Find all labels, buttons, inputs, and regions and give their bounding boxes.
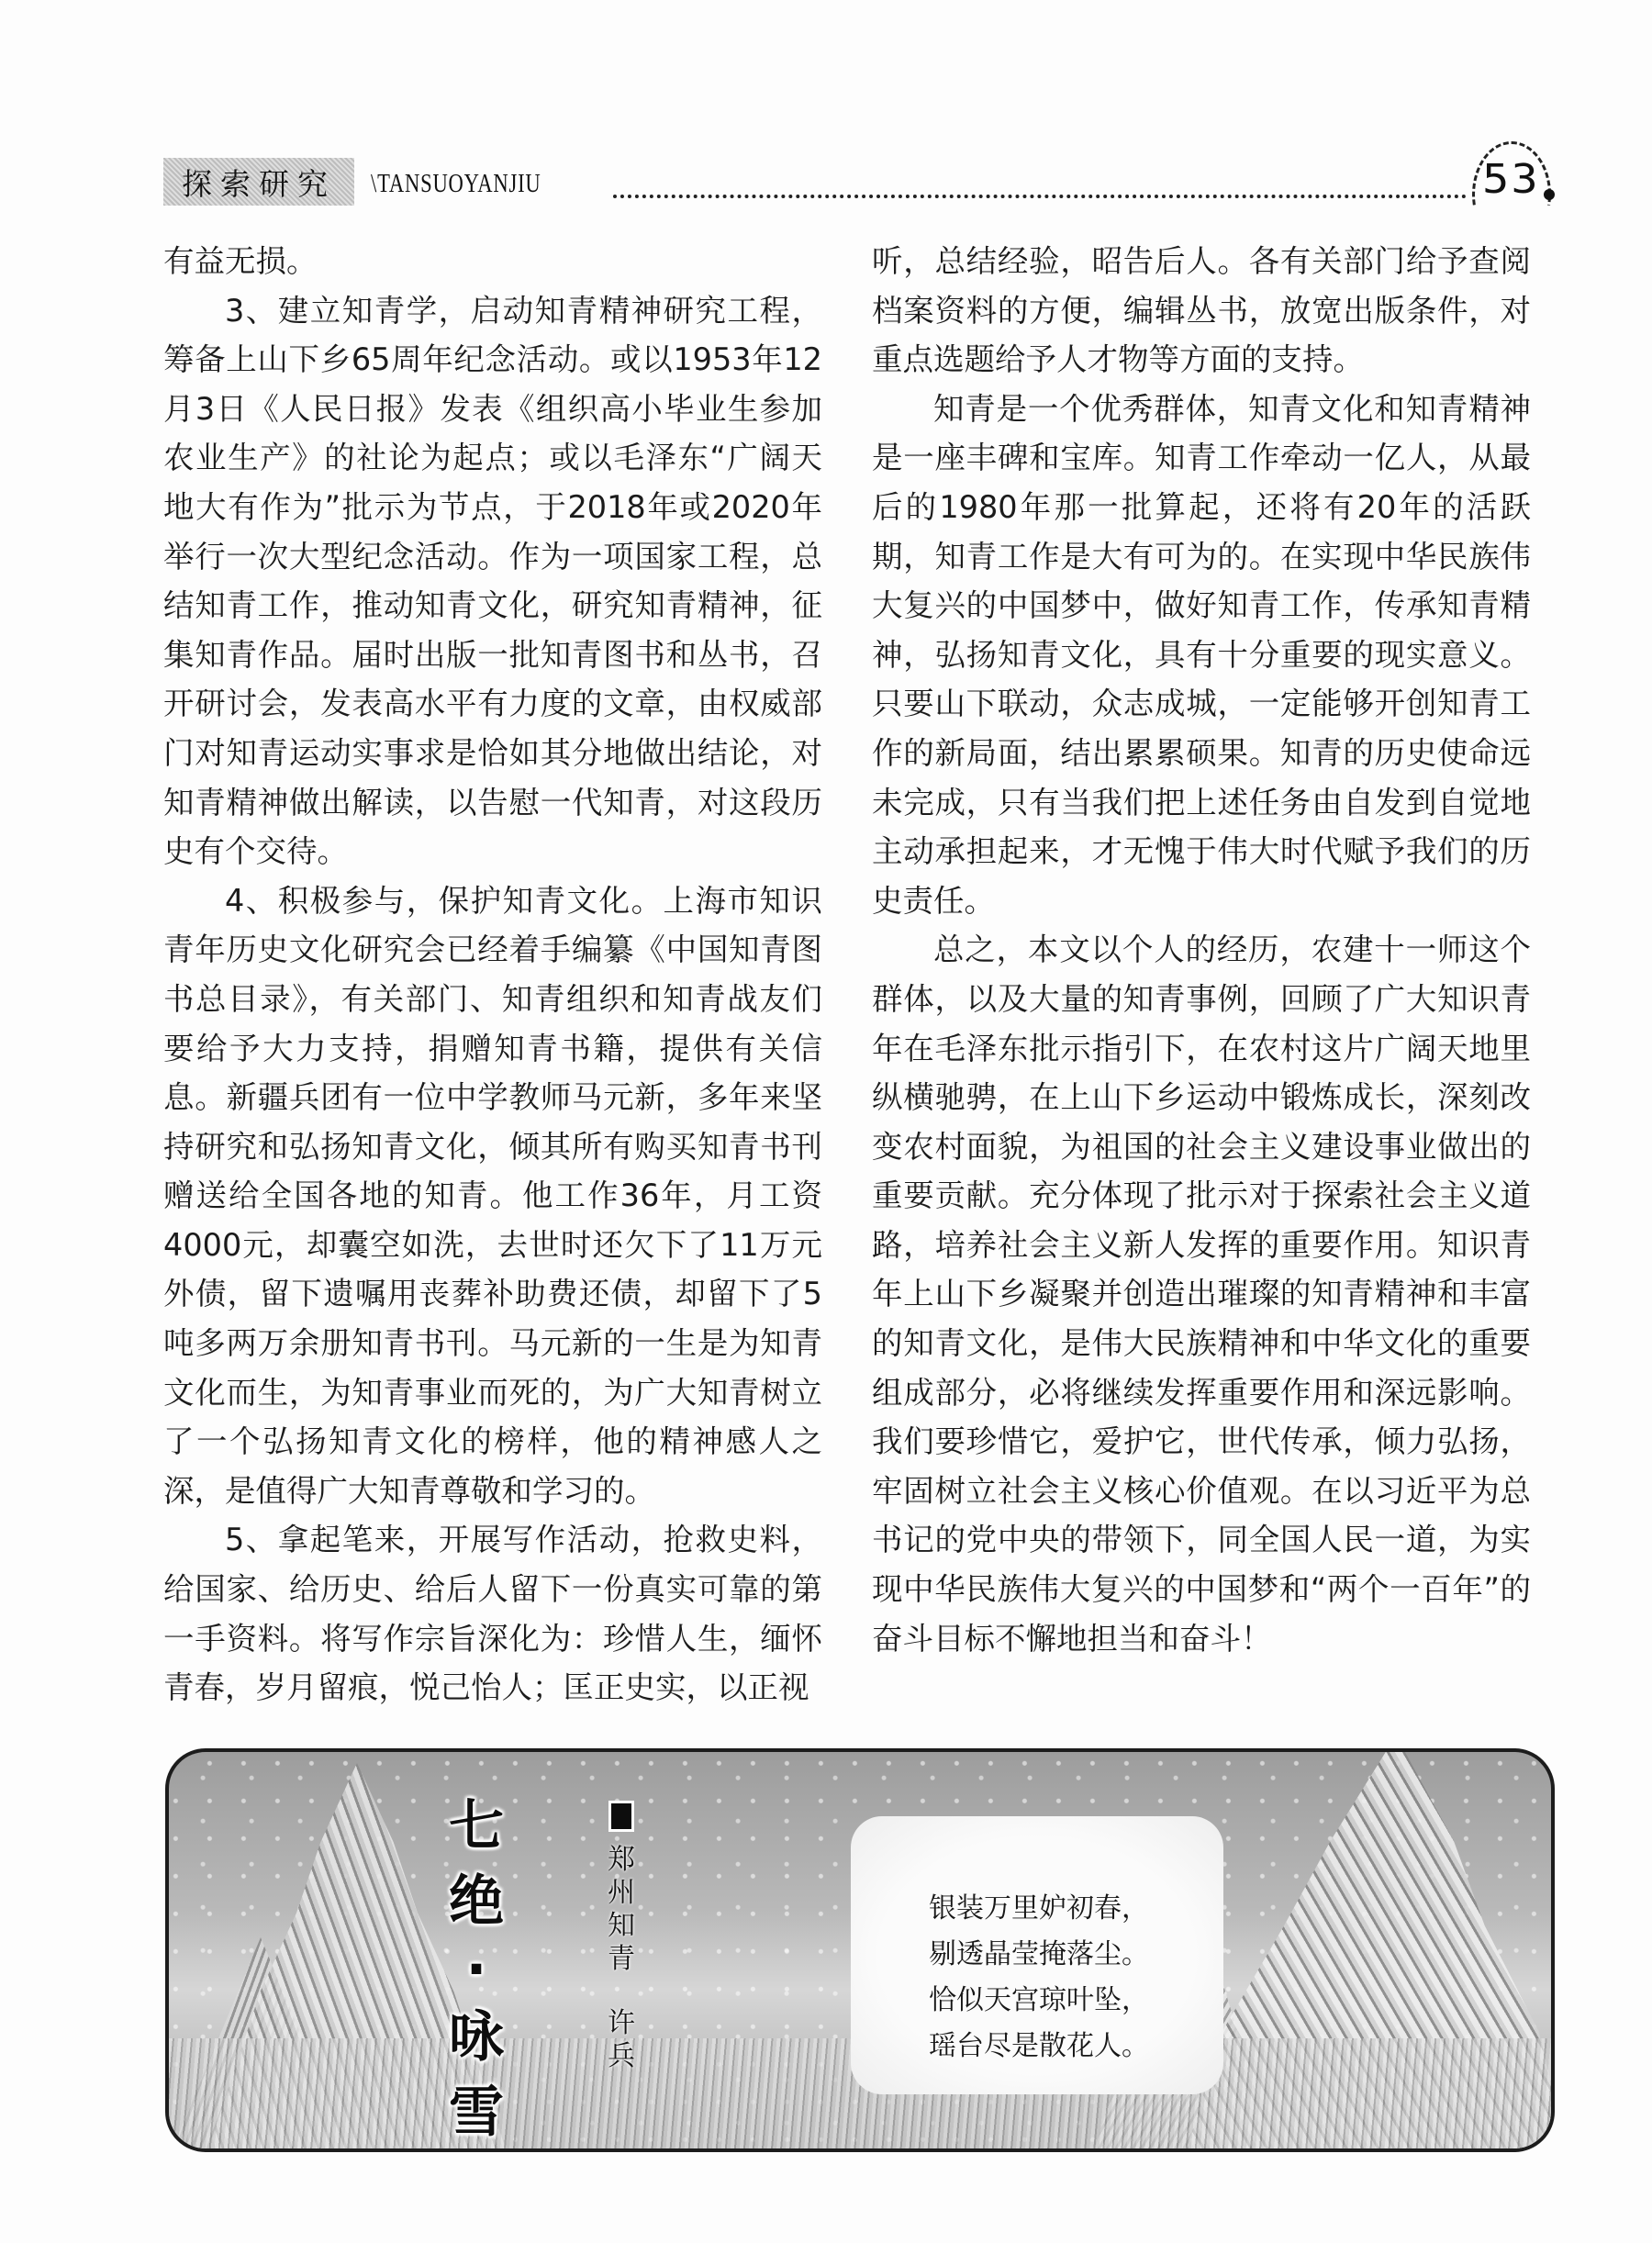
poem-title-char: 雪 bbox=[449, 2081, 504, 2145]
paragraph: 5、拿起笔来，开展写作活动，抢救史料，给国家、给历史、给后人留下一份真实可靠的第一手资料。将写作宗旨深化为：珍惜人生，缅怀青春，岁月留痕，悦己怡人；匡正史实，以正视 bbox=[163, 1522, 822, 1706]
author-name bbox=[602, 2007, 641, 2073]
poem-line: 瑶台尽是散花人。 bbox=[929, 2030, 1149, 2062]
paragraph: 知青是一个优秀群体，知青文化和知青精神是一座丰碑和宝库。知青工作牵动一亿人，从最后的1980年那一批算起，还将有20年的活跃期，知青工作是大有可为的。在实现中华民族伟大复兴的中国梦中，做好知青工作，传承知青精神，弘扬知青文化，具有十分重要的现实意义。只要山下联动，众志成城，一定能够开创知青工作的新局面，结出累累硕果。知青的历史使命远未完成，只有当我们把上述任务由自发到自觉地主动承担起来，才无愧于伟大时代赋予我们的历史责任。 bbox=[872, 390, 1531, 919]
poem-title-char: 七 bbox=[449, 1794, 504, 1858]
author-char: 兵 bbox=[608, 2040, 635, 2072]
paragraph: 4、积极参与，保护知青文化。上海市知识青年历史文化研究会已经着手编纂《中国知青图书总目录》，有关部门、知青组织和知青战友们要给予大力支持，捐赠知青书籍，提供有关信息。新疆兵团有一位中学教师马元新，多年来坚持研究和弘扬知青文化，倾其所有购买知青书刊赠送给全国各地的知青。他工作36年，月工资4000元，却囊空如洗，去世时还欠下了11万元外债，留下遗嘱用丧葬补助费还债，却留下了5吨多两万余册知青书刊。马元新的一生是为知青文化而生，为知青事业而死的，为广大知青树立了一个弘扬知青文化的榜样，他的精神感人之深，是值得广大知青尊敬和学习的。 bbox=[163, 882, 822, 1509]
poem-panel bbox=[165, 1748, 1555, 2152]
author-char: 青 bbox=[608, 1943, 635, 1975]
section-title-cn: 探索研究 bbox=[182, 165, 336, 202]
paragraph: 3、建立知青学，启动知青精神研究工程，筹备上山下乡65周年纪念活动。或以1953年12月3日《人民日报》发表《组织高小毕业生参加农业生产》的社论为起点；或以毛泽东“广阔天地大有作为”批示为节点，于2018年或2020年举行一次大型纪念活动。作为一项国家工程，总结知青工作，推动知青文化，研究知青精神，征集知青作品。届时出版一批知青图书和丛书，召开研讨会，发表高水平有力度的文章，由权威部门对知青运动实事求是恰如其分地做出结论，对知青精神做出解读，以告慰一代知青，对这段历史有个交待。 bbox=[163, 292, 822, 870]
poem-line: 恰似天宫琼叶坠， bbox=[929, 1984, 1149, 2016]
poem-title bbox=[435, 1789, 518, 2150]
right-column bbox=[872, 237, 1531, 1663]
author-char: 郑 bbox=[608, 1844, 635, 1876]
dotted-leader-line bbox=[613, 195, 1467, 198]
author-char: 知 bbox=[608, 1910, 635, 1942]
paragraph: 有益无损。 bbox=[163, 243, 318, 279]
author-origin bbox=[602, 1844, 641, 1976]
poem-lines bbox=[929, 1886, 1149, 2070]
poem-line: 剔透晶莹掩落尘。 bbox=[929, 1938, 1149, 1970]
square-bullet-icon bbox=[611, 1803, 631, 1829]
left-column bbox=[163, 237, 822, 1713]
poem-title-char: 咏 bbox=[449, 2005, 504, 2070]
poem-title-char: · bbox=[465, 1937, 487, 2002]
running-header bbox=[163, 158, 1563, 206]
page-number: 53 bbox=[1482, 156, 1540, 203]
page-number-badge bbox=[1467, 141, 1568, 215]
poem-title-char: 绝 bbox=[449, 1869, 504, 1934]
section-label-box bbox=[163, 158, 354, 206]
paragraph: 总之，本文以个人的经历，农建十一师这个群体，以及大量的知青事例，回顾了广大知识青年在毛泽东批示指引下，在农村这片广阔天地里纵横驰骋，在上山下乡运动中锻炼成长，深刻改变农村面貌，为祖国的社会主义建设事业做出的重要贡献。充分体现了批示对于探索社会主义道路，培养社会主义新人发挥的重要作用。知识青年上山下乡凝聚并创造出璀璨的知青精神和丰富的知青文化，是伟大民族精神和中华文化的重要组成部分，必将继续发挥重要作用和深远影响。我们要珍惜它，爱护它，世代传承，倾力弘扬，牢固树立社会主义核心价值观。在以习近平为总书记的党中央的带领下，同全国人民一道，为实现中华民族伟大复兴的中国梦和“两个一百年”的奋斗目标不懈地担当和奋斗！ bbox=[872, 932, 1531, 1657]
poem-line: 银装万里妒初春， bbox=[929, 1892, 1149, 1925]
dot-decoration bbox=[1544, 189, 1555, 200]
paragraph: 听，总结经验，昭告后人。各有关部门给予查阅档案资料的方便，编辑丛书，放宽出版条件，对重点选题给予人才物等方面的支持。 bbox=[872, 243, 1531, 378]
author-char: 州 bbox=[608, 1877, 635, 1909]
section-title-en: \TANSUOYANJIU bbox=[371, 169, 541, 198]
author-char: 许 bbox=[608, 2007, 635, 2039]
poem-text-box bbox=[851, 1816, 1223, 2094]
